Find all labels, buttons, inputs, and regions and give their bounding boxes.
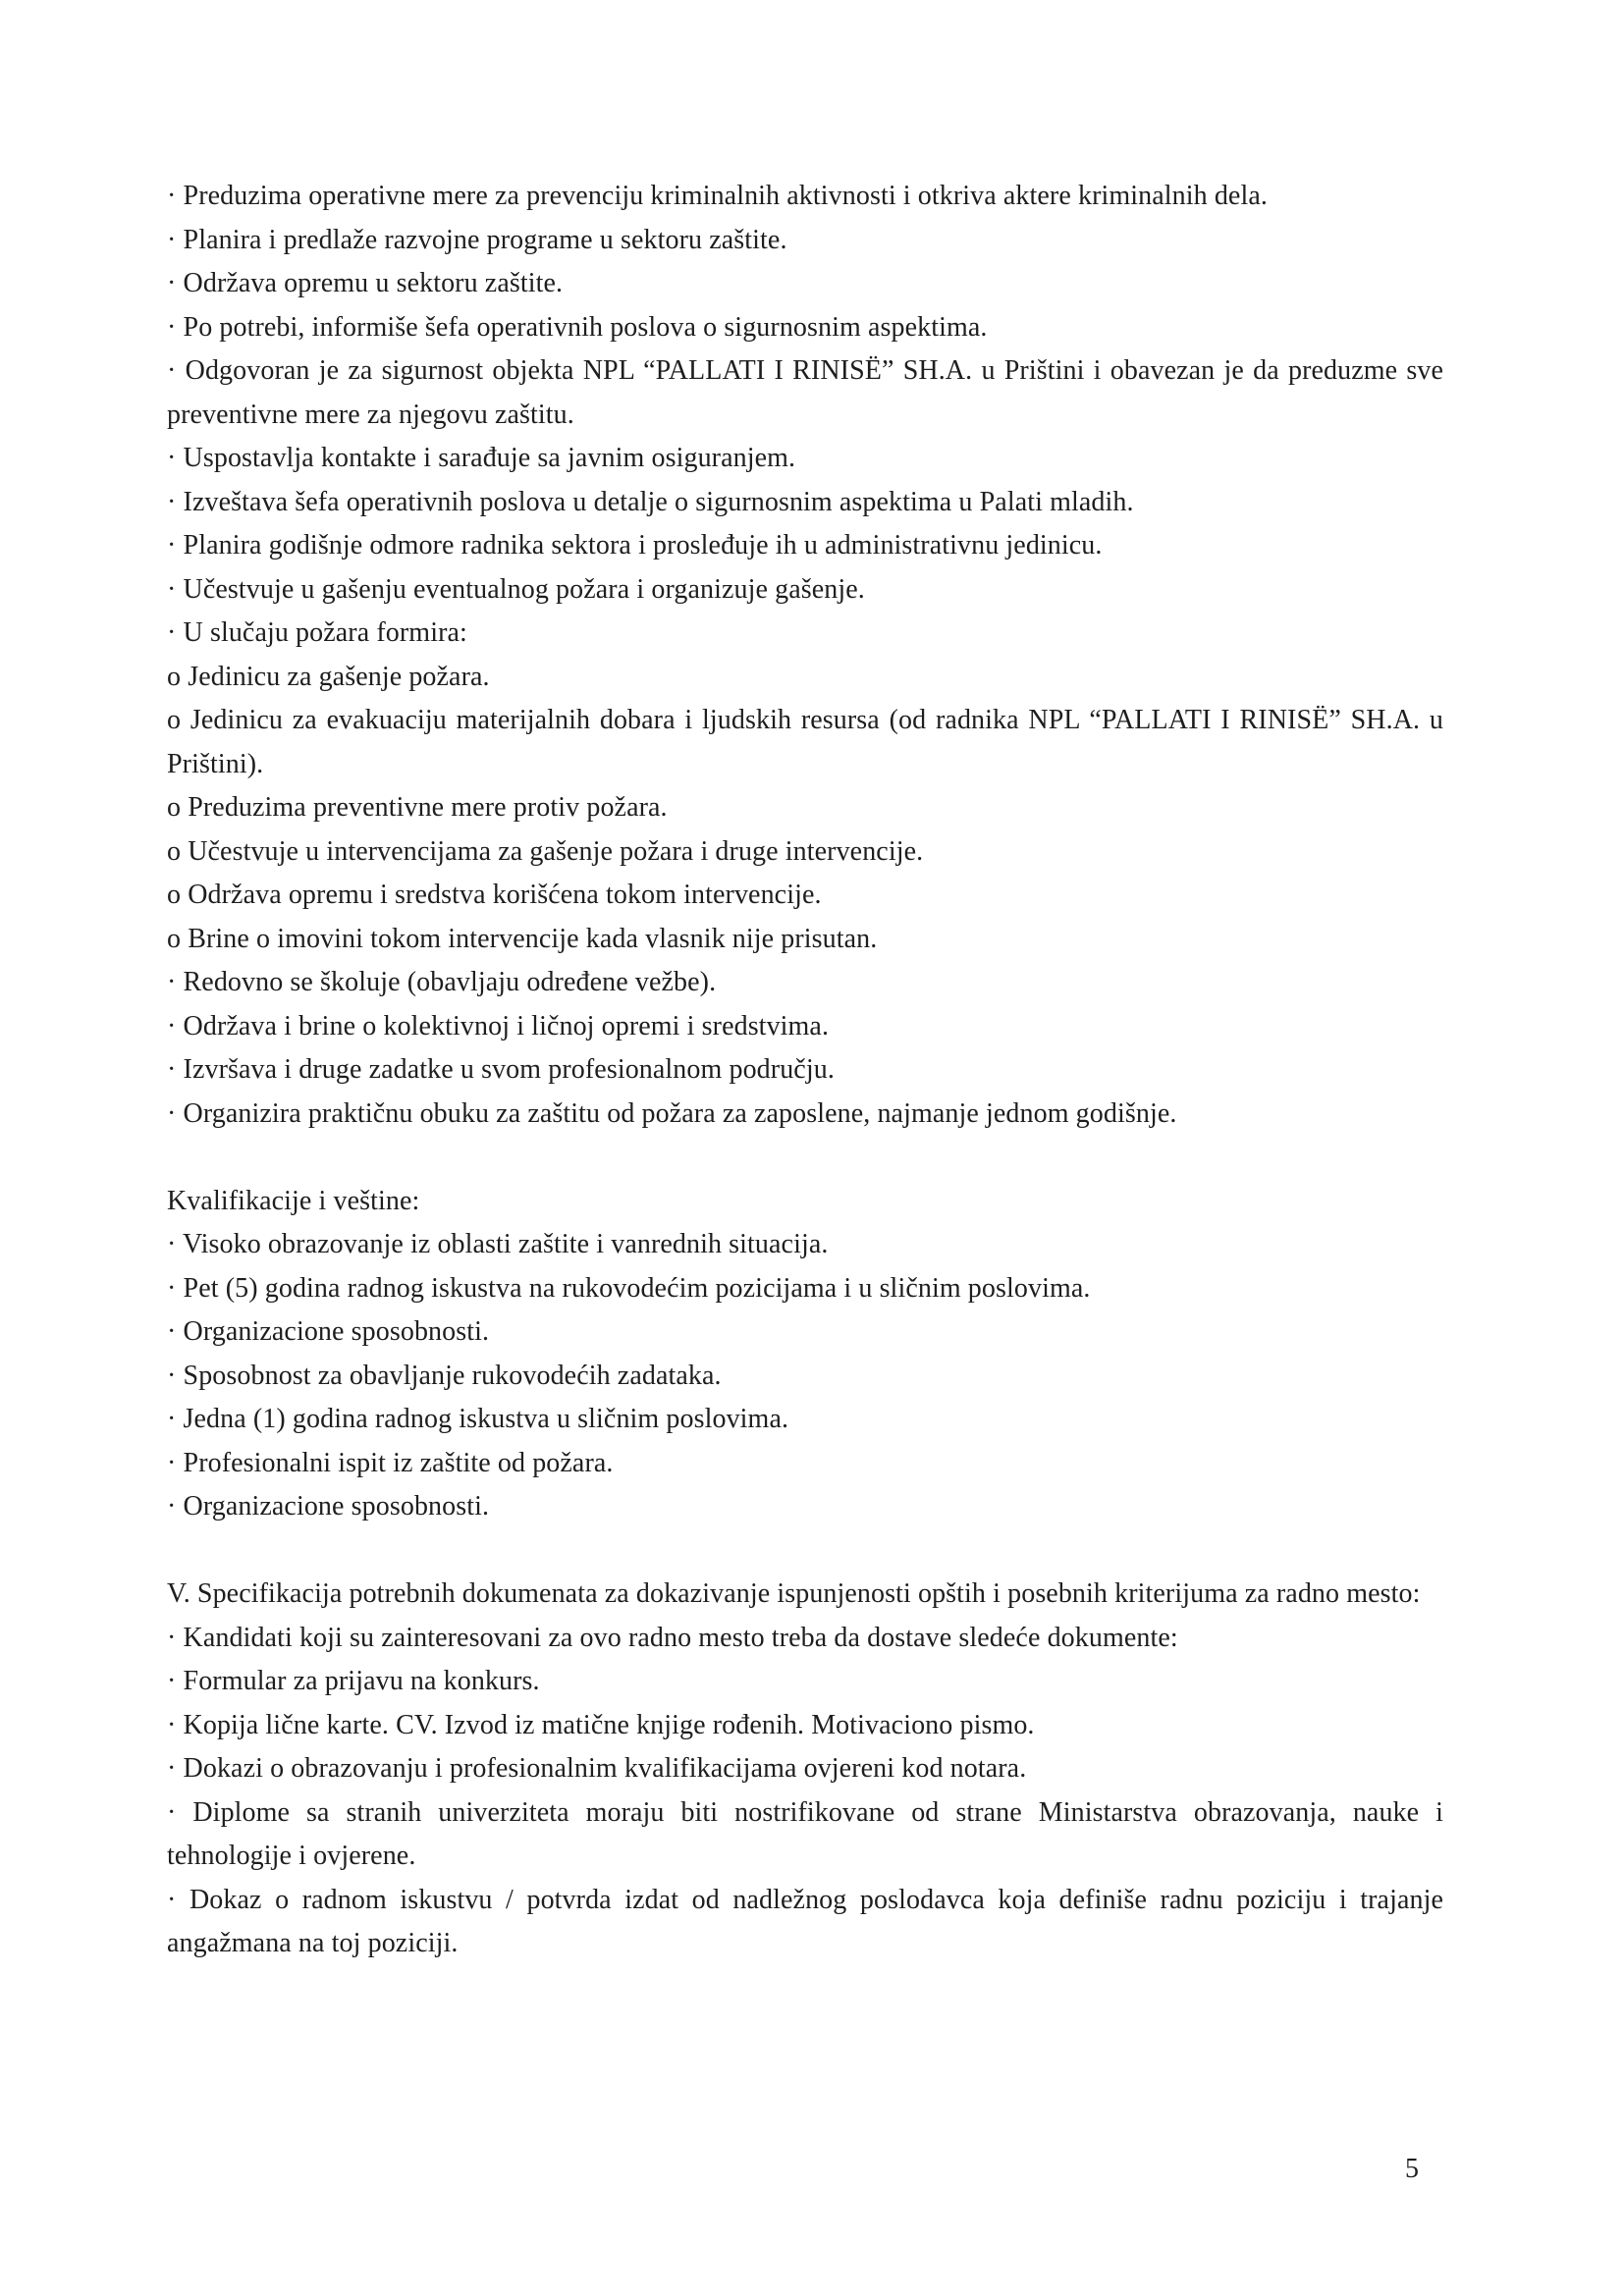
duty-item: · Planira godišnje odmore radnika sektora i prosleđuje ih u administrativnu jedinicu. bbox=[167, 530, 1103, 561]
document-item: · Dokaz o radnom iskustvu / potvrda izdat od nadležnog poslodavca koja definiše radnu poziciju i trajanje angažmana na toj poziciji. bbox=[167, 1884, 1443, 1958]
duty-item: · Učestvuje u gašenju eventualnog požara i organizuje gašenje. bbox=[167, 573, 865, 605]
qualification-item: · Organizacione sposobnosti. bbox=[167, 1316, 490, 1347]
document-item: · Dokazi o obrazovanju i profesionalnim kvalifikacijama ovjereni kod notara. bbox=[167, 1753, 1027, 1784]
duty-item: · Uspostavlja kontakte i sarađuje sa javnim osiguranjem. bbox=[167, 443, 796, 473]
duty-item: · Održava i brine o kolektivnoj i ličnoj opremi i sredstvima. bbox=[167, 1010, 830, 1041]
document-item: · Kandidati koji su zainteresovani za ovo radno mesto treba da dostave sledeće dokumente: bbox=[167, 1622, 1178, 1653]
duty-item: · Preduzima operativne mere za prevenciju kriminalnih aktivnosti i otkriva aktere kriminalnih dela. bbox=[167, 181, 1268, 211]
qualifications-heading: Kvalifikacije i veštine: bbox=[167, 1185, 420, 1216]
duty-item: · Redovno se školuje (obavljaju određene vežbe). bbox=[167, 967, 717, 997]
document-item: · Kopija lične karte. CV. Izvod iz matične knjige rođenih. Motivaciono pismo. bbox=[167, 1709, 1035, 1740]
fire-unit-item: o Jedinicu za gašenje požara. bbox=[167, 661, 490, 692]
document-item: · Diplome sa stranih univerziteta moraju biti nostrifikovane od strane Ministarstva obrazovanja, nauke i tehnologije i ovjerene. bbox=[167, 1796, 1443, 1871]
qualification-item: · Visoko obrazovanje iz oblasti zaštite i vanrednih situacija. bbox=[167, 1229, 829, 1259]
fire-unit-item: o Jedinicu za evakuaciju materijalnih dobara i ljudskih resursa (od radnika NPL “PALLATI I RINISË” SH.A. u Prištini). bbox=[167, 705, 1443, 779]
qualification-item: · Sposobnost za obavljanje rukovodećih zadataka. bbox=[167, 1360, 722, 1391]
duty-item: · Održava opremu u sektoru zaštite. bbox=[167, 268, 564, 298]
fire-unit-item: o Brine o imovini tokom intervencije kada vlasnik nije prisutan. bbox=[167, 923, 878, 954]
duty-item: · Izvršava i druge zadatke u svom profesionalnom području. bbox=[167, 1054, 835, 1085]
duty-item: · Izveštava šefa operativnih poslova u detalje o sigurnosnim aspektima u Palati mladih. bbox=[167, 486, 1134, 517]
page-number: 5 bbox=[1405, 2154, 1419, 2184]
fire-unit-item: o Preduzima preventivne mere protiv požara. bbox=[167, 792, 668, 823]
duty-item: · Planira i predlaže razvojne programe u sektoru zaštite. bbox=[167, 224, 787, 255]
section-v-heading: V. Specifikacija potrebnih dokumenata za dokazivanje ispunjenosti opštih i posebnih kriterijuma za radno mesto: bbox=[167, 1578, 1421, 1609]
fire-unit-item: o Učestvuje u intervencijama za gašenje požara i druge intervencije. bbox=[167, 835, 924, 867]
paragraph-gap bbox=[167, 1529, 1443, 1574]
duty-item: · Po potrebi, informiše šefa operativnih poslova o sigurnosnim aspektima. bbox=[167, 311, 988, 343]
duty-item: · U slučaju požara formira: bbox=[167, 617, 467, 648]
duty-item: · Odgovoran je za sigurnost objekta NPL “PALLATI I RINISË” SH.A. u Prištini i obavezan je da preduzme sve preventivne mere za njegovu zaštitu. bbox=[167, 355, 1443, 430]
fire-unit-item: o Održava opremu i sredstva korišćena tokom intervencije. bbox=[167, 880, 822, 910]
duty-item: · Organizira praktičnu obuku za zaštitu od požara za zaposlene, najmanje jednom godišnje. bbox=[167, 1097, 1177, 1129]
qualification-item: · Jedna (1) godina radnog iskustva u sličnim poslovima. bbox=[167, 1404, 789, 1434]
qualification-item: · Profesionalni ispit iz zaštite od požara. bbox=[167, 1447, 614, 1478]
paragraph-gap bbox=[167, 1136, 1443, 1180]
document-body bbox=[167, 175, 1443, 1966]
qualification-item: · Pet (5) godina radnog iskustva na rukovodećim pozicijama i u sličnim poslovima. bbox=[167, 1272, 1091, 1304]
qualification-item: · Organizacione sposobnosti. bbox=[167, 1491, 490, 1522]
document-item: · Formular za prijavu na konkurs. bbox=[167, 1666, 540, 1696]
